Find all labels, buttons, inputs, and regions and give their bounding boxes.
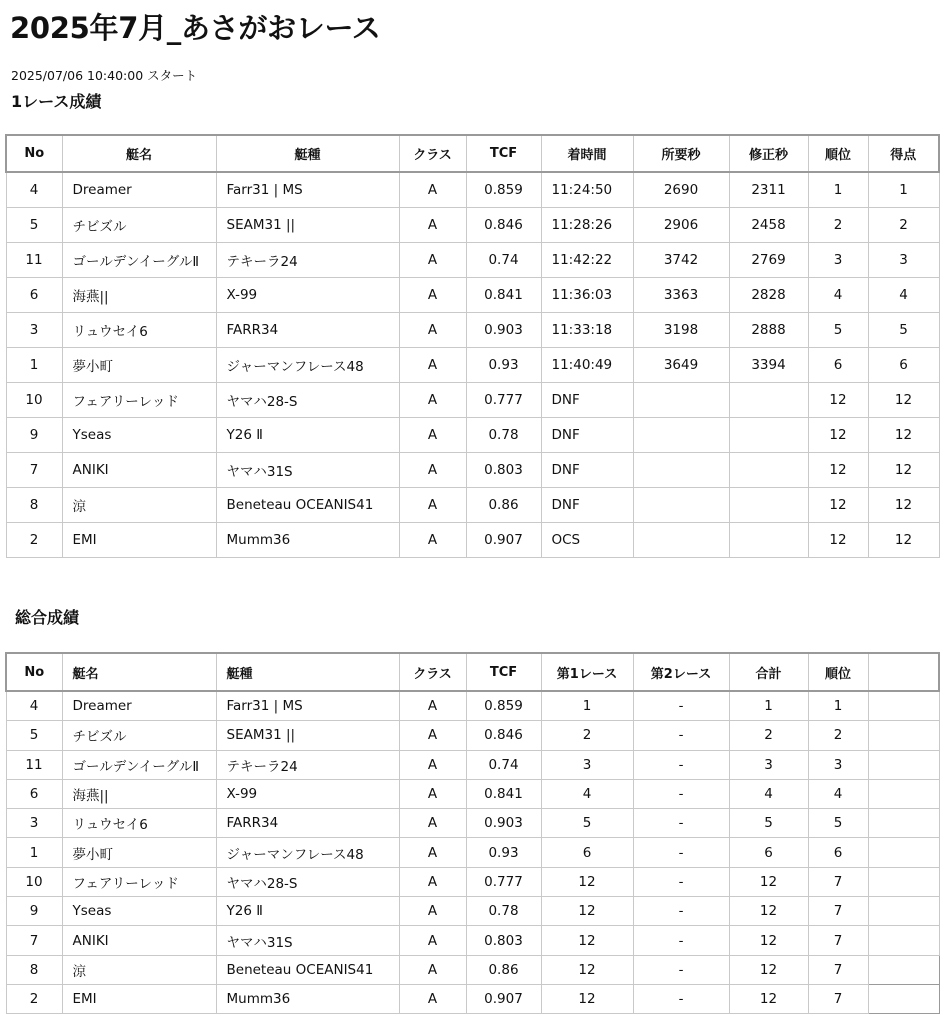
table-cell: A (399, 243, 466, 278)
table-cell: A (399, 779, 466, 808)
table-row (6, 488, 939, 523)
table-cell: リュウセイ6 (62, 809, 216, 838)
table-cell: - (633, 779, 729, 808)
table-cell: 10 (6, 867, 62, 896)
table-cell: ジャーマンフレース48 (216, 838, 399, 867)
table-cell: 7 (6, 453, 62, 488)
table-cell: 0.777 (466, 867, 541, 896)
table-cell (729, 488, 808, 523)
table-cell: 12 (729, 926, 808, 955)
table-cell: 5 (6, 721, 62, 750)
table-cell: 0.74 (466, 243, 541, 278)
table-cell: 11:40:49 (541, 348, 633, 383)
column-header: 得点 (868, 135, 939, 172)
table-cell: 1 (729, 691, 808, 721)
table-cell: Farr31 | MS (216, 172, 399, 208)
table-cell: A (399, 383, 466, 418)
table-cell: - (633, 984, 729, 1013)
table-row (6, 750, 939, 779)
table-cell: - (633, 926, 729, 955)
table-cell (868, 984, 939, 1013)
table-cell: 涼 (62, 955, 216, 984)
table-cell: 6 (541, 838, 633, 867)
table-cell: 0.859 (466, 172, 541, 208)
table-cell: 2828 (729, 278, 808, 313)
table-row (6, 523, 939, 558)
table-cell: 12 (868, 488, 939, 523)
table-row (6, 984, 939, 1013)
table-cell (868, 779, 939, 808)
table-cell: 11:36:03 (541, 278, 633, 313)
table-cell: 12 (729, 955, 808, 984)
table-cell: 9 (6, 897, 62, 926)
table-cell: 12 (808, 523, 868, 558)
table-cell: 12 (729, 897, 808, 926)
table-cell: EMI (62, 523, 216, 558)
table-cell: EMI (62, 984, 216, 1013)
table-cell: 0.93 (466, 348, 541, 383)
table-cell: Beneteau OCEANIS41 (216, 955, 399, 984)
table-cell: Mumm36 (216, 523, 399, 558)
table-cell: 6 (868, 348, 939, 383)
table-cell: 2 (808, 721, 868, 750)
table-cell (633, 488, 729, 523)
table-cell: 12 (541, 955, 633, 984)
table-cell (868, 750, 939, 779)
table-cell: 12 (868, 453, 939, 488)
table-cell: 0.846 (466, 208, 541, 243)
table-cell: 1 (541, 691, 633, 721)
table-cell: 0.859 (466, 691, 541, 721)
table-cell: 0.78 (466, 418, 541, 453)
table-cell: 2458 (729, 208, 808, 243)
column-header: 着時間 (541, 135, 633, 172)
table-cell: - (633, 809, 729, 838)
table-cell: 3 (868, 243, 939, 278)
column-header: 第2レース (633, 653, 729, 691)
table-header-row (6, 135, 939, 172)
table-cell: 9 (6, 418, 62, 453)
table-row (6, 809, 939, 838)
table-cell: Yseas (62, 418, 216, 453)
table-cell: A (399, 897, 466, 926)
table-cell: 6 (808, 348, 868, 383)
table-cell: フェアリーレッド (62, 383, 216, 418)
table-row (6, 721, 939, 750)
table-cell: 1 (6, 838, 62, 867)
race1-heading: 1レース成績 (11, 92, 102, 111)
table-cell: 0.86 (466, 488, 541, 523)
table-cell: 12 (808, 488, 868, 523)
table-cell: ANIKI (62, 926, 216, 955)
table-row (6, 278, 939, 313)
table-row (6, 418, 939, 453)
table-cell: 7 (808, 867, 868, 896)
table-cell (868, 838, 939, 867)
table-cell: 7 (808, 955, 868, 984)
table-cell: 6 (808, 838, 868, 867)
table-cell: テキーラ24 (216, 750, 399, 779)
table-cell: 6 (729, 838, 808, 867)
table-cell: 0.907 (466, 523, 541, 558)
race1-results-table (5, 134, 940, 558)
table-cell: 海燕|| (62, 278, 216, 313)
table-header-row (6, 653, 939, 691)
table-cell: 0.846 (466, 721, 541, 750)
table-cell: X-99 (216, 779, 399, 808)
column-header: 艇種 (216, 653, 399, 691)
table-row (6, 926, 939, 955)
table-cell: A (399, 172, 466, 208)
table-cell: 8 (6, 488, 62, 523)
table-cell: 0.74 (466, 750, 541, 779)
table-cell: DNF (541, 488, 633, 523)
table-cell: 7 (6, 926, 62, 955)
table-row (6, 691, 939, 721)
table-cell: - (633, 721, 729, 750)
table-cell: A (399, 313, 466, 348)
table-cell: 3649 (633, 348, 729, 383)
table-cell: 12 (868, 418, 939, 453)
table-cell: 12 (541, 926, 633, 955)
table-cell: 11:33:18 (541, 313, 633, 348)
table-cell: 0.907 (466, 984, 541, 1013)
table-cell: 3 (6, 313, 62, 348)
table-cell: - (633, 867, 729, 896)
table-cell: 5 (808, 313, 868, 348)
table-cell: A (399, 838, 466, 867)
table-cell (868, 809, 939, 838)
table-cell: 7 (808, 926, 868, 955)
table-cell: 3 (729, 750, 808, 779)
table-cell: 5 (6, 208, 62, 243)
table-cell: Yseas (62, 897, 216, 926)
table-cell: 海燕|| (62, 779, 216, 808)
column-header: 第1レース (541, 653, 633, 691)
table-cell: ヤマハ28-S (216, 867, 399, 896)
table-cell: 0.841 (466, 278, 541, 313)
table-cell: 2906 (633, 208, 729, 243)
table-cell: 4 (541, 779, 633, 808)
table-cell: 2 (868, 208, 939, 243)
column-header: 合計 (729, 653, 808, 691)
table-cell: 7 (808, 897, 868, 926)
table-cell: 0.803 (466, 453, 541, 488)
table-cell: 1 (6, 348, 62, 383)
table-cell: 0.903 (466, 313, 541, 348)
table-cell: 0.803 (466, 926, 541, 955)
table-cell: A (399, 691, 466, 721)
table-cell (729, 453, 808, 488)
table-cell: 涼 (62, 488, 216, 523)
table-cell: Dreamer (62, 172, 216, 208)
table-cell: 5 (541, 809, 633, 838)
table-cell: FARR34 (216, 313, 399, 348)
table-cell: SEAM31 || (216, 208, 399, 243)
table-cell: X-99 (216, 278, 399, 313)
table-cell: チビズル (62, 721, 216, 750)
table-cell: SEAM31 || (216, 721, 399, 750)
table-cell: 2 (6, 523, 62, 558)
table-cell (633, 453, 729, 488)
table-cell: A (399, 208, 466, 243)
table-cell: ヤマハ31S (216, 926, 399, 955)
table-cell (633, 418, 729, 453)
table-cell: 12 (808, 453, 868, 488)
table-cell: 4 (6, 691, 62, 721)
table-cell: 0.903 (466, 809, 541, 838)
table-cell: Beneteau OCEANIS41 (216, 488, 399, 523)
table-cell: 夢小町 (62, 348, 216, 383)
overall-results-table (5, 652, 940, 1014)
table-cell: 12 (808, 418, 868, 453)
table-cell (868, 867, 939, 896)
table-cell: ヤマハ28-S (216, 383, 399, 418)
table-cell: 0.86 (466, 955, 541, 984)
table-cell: 11:28:26 (541, 208, 633, 243)
table-cell (729, 383, 808, 418)
table-row (6, 208, 939, 243)
table-cell: DNF (541, 418, 633, 453)
table-cell: DNF (541, 453, 633, 488)
table-cell: A (399, 867, 466, 896)
table-row (6, 897, 939, 926)
table-cell: - (633, 838, 729, 867)
table-cell: 3394 (729, 348, 808, 383)
column-header: 艇名 (62, 135, 216, 172)
table-cell (868, 926, 939, 955)
table-cell: A (399, 278, 466, 313)
table-cell: 11:24:50 (541, 172, 633, 208)
table-cell: フェアリーレッド (62, 867, 216, 896)
table-cell: A (399, 984, 466, 1013)
table-cell (729, 523, 808, 558)
table-row (6, 348, 939, 383)
table-cell: 5 (868, 313, 939, 348)
table-cell: ANIKI (62, 453, 216, 488)
table-cell: 12 (868, 383, 939, 418)
table-cell: A (399, 418, 466, 453)
table-cell: 2769 (729, 243, 808, 278)
table-cell: Y26 Ⅱ (216, 418, 399, 453)
table-cell: 6 (6, 779, 62, 808)
table-cell: 6 (6, 278, 62, 313)
table-cell: 4 (729, 779, 808, 808)
overall-heading: 総合成績 (15, 608, 80, 627)
column-header: 艇種 (216, 135, 399, 172)
table-cell: 8 (6, 955, 62, 984)
table-cell: 1 (808, 172, 868, 208)
column-header: No (6, 135, 62, 172)
table-cell: 12 (729, 984, 808, 1013)
table-cell (633, 383, 729, 418)
table-row (6, 838, 939, 867)
table-cell: テキーラ24 (216, 243, 399, 278)
table-cell: 1 (808, 691, 868, 721)
table-cell: 12 (541, 984, 633, 1013)
column-header: 順位 (808, 653, 868, 691)
table-cell: 4 (808, 278, 868, 313)
table-cell: 3 (541, 750, 633, 779)
table-cell: FARR34 (216, 809, 399, 838)
table-cell: 12 (729, 867, 808, 896)
table-cell: 11 (6, 243, 62, 278)
table-cell: A (399, 721, 466, 750)
table-cell: ゴールデンイーグルⅡ (62, 243, 216, 278)
table-cell: 7 (808, 984, 868, 1013)
table-cell: 5 (808, 809, 868, 838)
table-cell: - (633, 897, 729, 926)
table-cell: 2 (6, 984, 62, 1013)
table-cell: 11:42:22 (541, 243, 633, 278)
table-cell: Farr31 | MS (216, 691, 399, 721)
table-cell: 4 (6, 172, 62, 208)
table-cell: 3363 (633, 278, 729, 313)
table-cell: 3 (808, 750, 868, 779)
table-cell: 11 (6, 750, 62, 779)
table-cell: OCS (541, 523, 633, 558)
table-row (6, 867, 939, 896)
table-row (6, 172, 939, 208)
table-row (6, 955, 939, 984)
table-cell: 0.78 (466, 897, 541, 926)
table-cell: 3 (6, 809, 62, 838)
table-cell: 0.777 (466, 383, 541, 418)
table-cell: 4 (868, 278, 939, 313)
table-cell: 3198 (633, 313, 729, 348)
table-row (6, 313, 939, 348)
column-header: 所要秒 (633, 135, 729, 172)
table-cell: ゴールデンイーグルⅡ (62, 750, 216, 779)
table-cell: 12 (808, 383, 868, 418)
table-cell: 4 (808, 779, 868, 808)
table-cell: 2888 (729, 313, 808, 348)
page-title: 2025年7月_あさがおレース (10, 11, 381, 45)
column-header: クラス (399, 653, 466, 691)
table-row (6, 779, 939, 808)
table-cell (868, 955, 939, 984)
table-row (6, 383, 939, 418)
table-cell (868, 897, 939, 926)
table-cell: A (399, 523, 466, 558)
table-cell: 2 (541, 721, 633, 750)
table-row (6, 243, 939, 278)
table-cell: 12 (541, 867, 633, 896)
column-header (868, 653, 939, 691)
table-cell: Dreamer (62, 691, 216, 721)
column-header: 修正秒 (729, 135, 808, 172)
table-cell (868, 721, 939, 750)
column-header: No (6, 653, 62, 691)
table-cell: Y26 Ⅱ (216, 897, 399, 926)
table-cell: A (399, 750, 466, 779)
column-header: クラス (399, 135, 466, 172)
table-cell: Mumm36 (216, 984, 399, 1013)
column-header: 順位 (808, 135, 868, 172)
table-cell: 3742 (633, 243, 729, 278)
table-cell: ジャーマンフレース48 (216, 348, 399, 383)
table-cell: A (399, 926, 466, 955)
table-cell: - (633, 750, 729, 779)
table-cell (868, 691, 939, 721)
table-cell: A (399, 809, 466, 838)
table-row (6, 453, 939, 488)
table-cell: - (633, 955, 729, 984)
column-header: TCF (466, 653, 541, 691)
table-cell: リュウセイ6 (62, 313, 216, 348)
table-cell (729, 418, 808, 453)
table-cell: 夢小町 (62, 838, 216, 867)
table-cell: DNF (541, 383, 633, 418)
table-cell: 12 (868, 523, 939, 558)
table-cell (633, 523, 729, 558)
table-cell: 0.93 (466, 838, 541, 867)
table-cell: 3 (808, 243, 868, 278)
column-header: 艇名 (62, 653, 216, 691)
column-header: TCF (466, 135, 541, 172)
table-cell: A (399, 488, 466, 523)
table-cell: 2 (808, 208, 868, 243)
table-cell: 2 (729, 721, 808, 750)
table-cell: 2690 (633, 172, 729, 208)
table-cell: 2311 (729, 172, 808, 208)
table-cell: A (399, 348, 466, 383)
start-time: 2025/07/06 10:40:00 スタート (11, 68, 198, 83)
table-cell: - (633, 691, 729, 721)
table-cell: A (399, 453, 466, 488)
table-cell: 12 (541, 897, 633, 926)
table-cell: 5 (729, 809, 808, 838)
table-cell: A (399, 955, 466, 984)
table-cell: 0.841 (466, 779, 541, 808)
table-cell: 10 (6, 383, 62, 418)
table-cell: 1 (868, 172, 939, 208)
table-cell: ヤマハ31S (216, 453, 399, 488)
table-cell: チビズル (62, 208, 216, 243)
